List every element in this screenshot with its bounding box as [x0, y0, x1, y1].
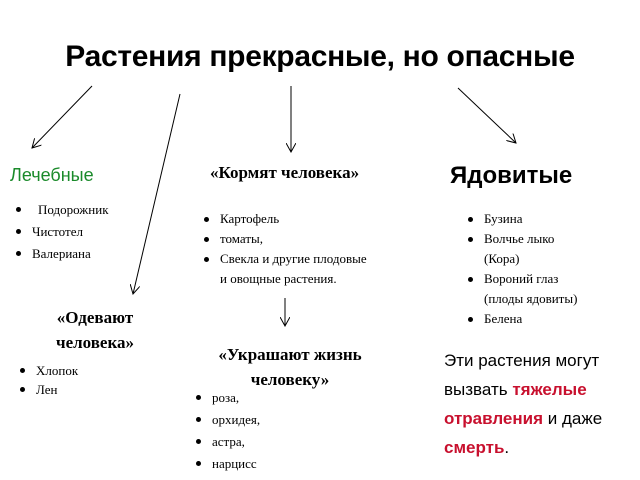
diagram-title: Растения прекрасные, но опасные — [65, 40, 575, 73]
list-item: Подорожник — [10, 199, 109, 221]
decorate-heading-line2: человеку» — [250, 370, 330, 389]
list-item: нарцисс — [190, 453, 260, 475]
note-line2: вызвать тяжелые — [444, 380, 587, 399]
list-item: роза, — [190, 387, 260, 409]
clothe-list — [14, 361, 78, 399]
decorate-heading — [196, 342, 384, 392]
feed-heading: «Кормят человека» — [210, 163, 360, 182]
list-item: Чистотел — [10, 221, 109, 243]
list-item: томаты, — [198, 229, 367, 249]
note-emphasis: тяжелые — [512, 380, 587, 399]
list-item: Бузина — [462, 209, 577, 229]
note-emphasis: смерть — [444, 438, 505, 457]
note-line4: смерть. — [444, 438, 510, 457]
note-line1: Эти растения могут — [444, 351, 600, 370]
poisonous-list — [462, 209, 577, 329]
list-item: Свекла и другие плодовые и овощные растения. — [198, 249, 367, 289]
list-item: Белена — [462, 309, 577, 329]
list-item: Хлопок — [14, 361, 78, 380]
decorate-list — [190, 387, 260, 475]
decorate-heading-line1: «Украшают жизнь — [218, 345, 362, 364]
warning-note — [444, 346, 640, 462]
arrow-to-clothe — [133, 94, 180, 294]
medicinal-list — [10, 199, 109, 265]
arrow-to-poisonous — [458, 88, 516, 143]
poisonous-heading: Ядовитые — [450, 162, 573, 189]
medicinal-heading: Лечебные — [10, 165, 94, 185]
clothe-heading — [36, 305, 154, 355]
clothe-heading-line1: «Одевают — [56, 308, 134, 327]
feed-list — [198, 209, 367, 289]
note-line3: отравления и даже — [444, 409, 603, 428]
list-item: Вороний глаз (плоды ядовиты) — [462, 269, 577, 309]
list-item: Лен — [14, 380, 78, 399]
list-item: Валериана — [10, 243, 109, 265]
clothe-heading-line2: человека» — [55, 333, 134, 352]
list-item: Волчье лыко (Кора) — [462, 229, 577, 269]
note-emphasis: отравления — [444, 409, 544, 428]
arrow-to-medicinal — [32, 86, 92, 148]
list-item: Картофель — [198, 209, 367, 229]
list-item: астра, — [190, 431, 260, 453]
list-item: орхидея, — [190, 409, 260, 431]
